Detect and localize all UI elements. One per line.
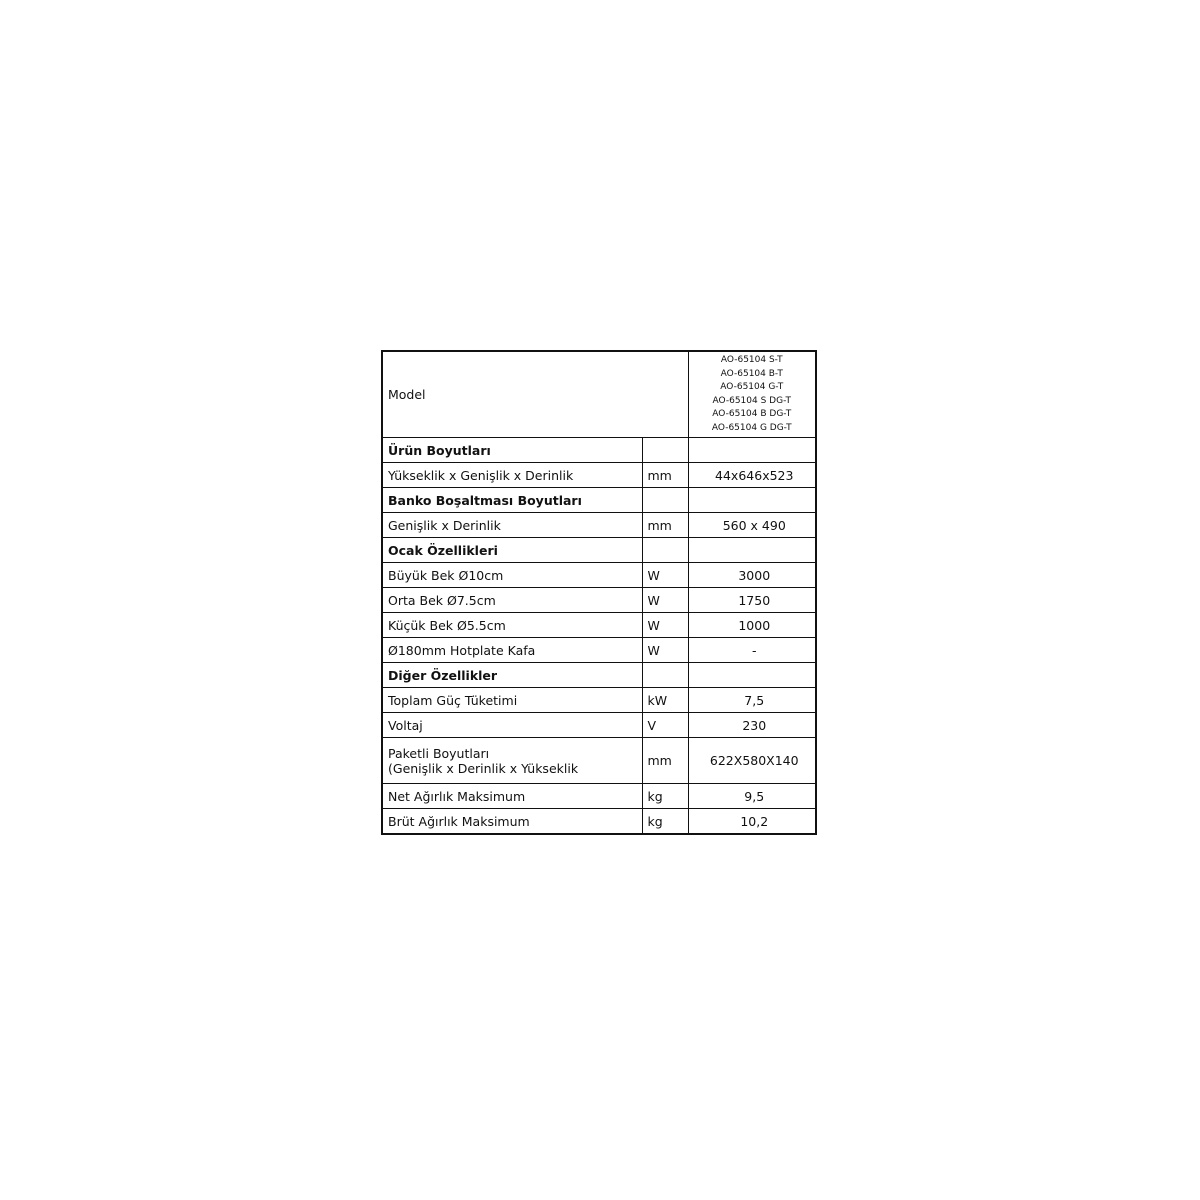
spec-value: 3000 [688, 563, 816, 588]
spec-value: 10,2 [688, 809, 816, 835]
spec-label: Net Ağırlık Maksimum [382, 784, 642, 809]
spec-unit: W [642, 588, 688, 613]
table-row [382, 784, 816, 809]
spec-label: Genişlik x Derinlik [382, 513, 642, 538]
table-row [382, 738, 816, 784]
model-item: AO-65104 S-T [720, 355, 783, 365]
spec-label: Küçük Bek Ø5.5cm [382, 613, 642, 638]
table-row [382, 809, 816, 835]
model-item: AO-65104 B DG-T [712, 409, 792, 419]
model-row [382, 351, 816, 438]
spec-value: 622X580X140 [688, 738, 816, 784]
model-item: AO-65104 G-T [720, 382, 784, 392]
table-row [382, 638, 816, 663]
spec-unit: V [642, 713, 688, 738]
table-row [382, 588, 816, 613]
spec-label: Orta Bek Ø7.5cm [382, 588, 642, 613]
spec-unit: W [642, 638, 688, 663]
spec-unit: mm [642, 513, 688, 538]
spec-unit: kW [642, 688, 688, 713]
spec-label: Voltaj [382, 713, 642, 738]
spec-value: 7,5 [688, 688, 816, 713]
section-title: Diğer Özellikler [382, 663, 642, 688]
model-label: Model [382, 351, 688, 438]
table-row [382, 513, 816, 538]
section-row-counter-cutout [382, 488, 816, 513]
spec-value: 44x646x523 [688, 463, 816, 488]
model-list [688, 351, 816, 438]
spec-unit: mm [642, 738, 688, 784]
table-row [382, 613, 816, 638]
spec-value: 9,5 [688, 784, 816, 809]
section-row-other-features [382, 663, 816, 688]
spec-unit: kg [642, 784, 688, 809]
spec-value: 560 x 490 [688, 513, 816, 538]
spec-label [382, 738, 642, 784]
spec-label: Toplam Güç Tüketimi [382, 688, 642, 713]
spec-label: Ø180mm Hotplate Kafa [382, 638, 642, 663]
spec-table [381, 350, 817, 835]
table-row [382, 688, 816, 713]
spec-value: - [688, 638, 816, 663]
spec-label-line: (Genişlik x Derinlik x Yükseklik [388, 760, 579, 776]
spec-unit: W [642, 563, 688, 588]
table-row [382, 463, 816, 488]
table-row [382, 713, 816, 738]
spec-value: 1750 [688, 588, 816, 613]
spec-unit: W [642, 613, 688, 638]
spec-unit: mm [642, 463, 688, 488]
section-title: Ürün Boyutları [382, 438, 642, 463]
section-title: Banko Boşaltması Boyutları [382, 488, 642, 513]
spec-value: 230 [688, 713, 816, 738]
section-row-hob-features [382, 538, 816, 563]
spec-value: 1000 [688, 613, 816, 638]
model-item: AO-65104 G DG-T [711, 422, 792, 433]
spec-label-line: Paketli Boyutları [388, 745, 490, 761]
spec-unit: kg [642, 809, 688, 835]
spec-label: Yükseklik x Genişlik x Derinlik [382, 463, 642, 488]
table-row [382, 563, 816, 588]
spec-label: Brüt Ağırlık Maksimum [382, 809, 642, 835]
model-item: AO-65104 B-T [720, 368, 783, 379]
section-row-product-dimensions [382, 438, 816, 463]
section-title: Ocak Özellikleri [382, 538, 642, 563]
spec-label: Büyük Bek Ø10cm [382, 563, 642, 588]
model-item: AO-65104 S DG-T [712, 395, 791, 406]
